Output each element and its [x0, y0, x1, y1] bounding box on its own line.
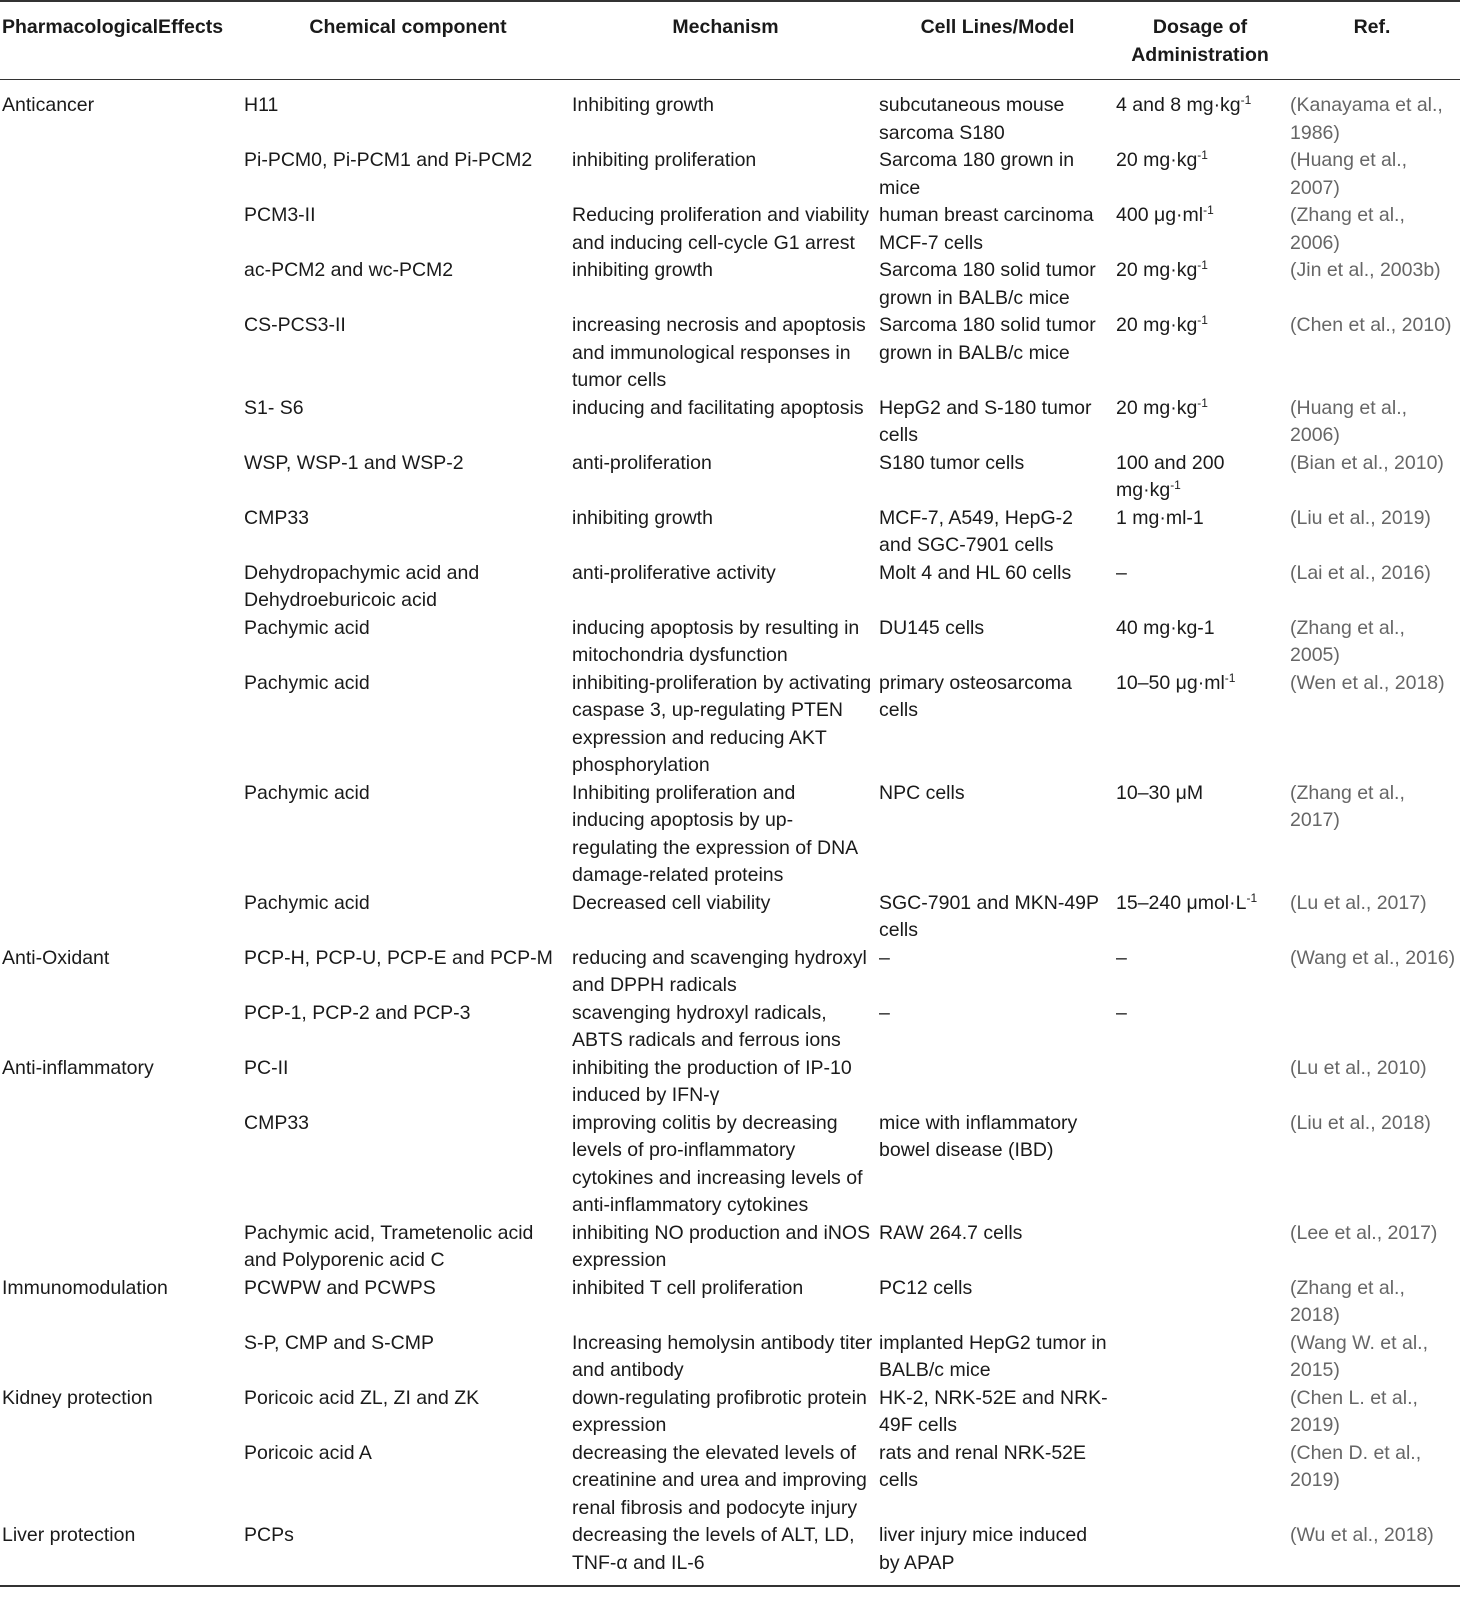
ref-cell — [1284, 670, 1460, 780]
model-cell — [879, 505, 1116, 560]
effect-cell-text: Anti-inflammatory — [2, 1056, 154, 1079]
component-cell — [244, 1000, 572, 1055]
ref-cell — [1284, 395, 1460, 450]
ref-cell — [1284, 147, 1460, 202]
ref-cell-text: (Chen D. et al., 2019) — [1290, 1441, 1422, 1491]
component-cell — [244, 257, 572, 312]
model-cell — [879, 780, 1116, 890]
ref-cell — [1284, 312, 1460, 395]
model-cell — [879, 257, 1116, 312]
component-cell-text: PCWPW and PCWPS — [244, 1276, 436, 1299]
model-cell-text: DU145 cells — [879, 616, 985, 639]
table-row — [0, 1275, 1460, 1330]
mechanism-cell — [572, 147, 879, 202]
ref-cell — [1284, 1055, 1460, 1110]
dosage-cell — [1116, 945, 1284, 1000]
model-cell-text: S180 tumor cells — [879, 451, 1025, 474]
component-cell — [244, 80, 572, 148]
table-row — [0, 395, 1460, 450]
model-cell — [879, 80, 1116, 148]
effect-cell — [0, 1275, 244, 1330]
component-cell — [244, 780, 572, 890]
component-cell-text: Dehydropachymic acid and Dehydroeburicoic acid — [244, 561, 480, 611]
effect-cell — [0, 1522, 244, 1586]
model-cell-text: HepG2 and S-180 tumor cells — [879, 396, 1092, 446]
ref-cell-text: (Lee et al., 2017) — [1290, 1221, 1438, 1244]
component-cell — [244, 890, 572, 945]
ref-cell-text: (Lu et al., 2017) — [1290, 891, 1427, 914]
mechanism-cell — [572, 1385, 879, 1440]
effect-cell-text: Liver protection — [2, 1524, 136, 1546]
effect-cell — [0, 945, 244, 1000]
component-cell-text: Poricoic acid A — [244, 1441, 372, 1464]
effect-cell — [0, 1110, 244, 1220]
ref-cell-text: (Wang et al., 2016) — [1290, 946, 1456, 969]
mechanism-cell-text: improving colitis by decreasing levels of pro-inflammatory cytokines and increasing levels of anti-inflammatory cytokines — [572, 1111, 863, 1216]
model-cell — [879, 1275, 1116, 1330]
ref-cell-text: (Huang et al., 2006) — [1290, 396, 1408, 446]
dosage-cell — [1116, 202, 1284, 257]
table-row — [0, 505, 1460, 560]
component-cell-text: PC-II — [244, 1056, 289, 1079]
component-cell — [244, 505, 572, 560]
effect-cell-text: Anti-Oxidant — [2, 946, 110, 969]
dosage-cell-text: 100 and 200 mg·kg — [1116, 451, 1225, 501]
table-row — [0, 257, 1460, 312]
mechanism-cell-text: inducing and facilitating apoptosis — [572, 396, 864, 419]
model-cell-text: Sarcoma 180 solid tumor grown in BALB/c mice — [879, 314, 1096, 364]
model-cell — [879, 1522, 1116, 1586]
ref-cell — [1284, 560, 1460, 615]
mechanism-cell — [572, 1330, 879, 1385]
dosage-cell — [1116, 1055, 1284, 1110]
dosage-cell-text: – — [1116, 1001, 1127, 1024]
model-cell-text: human breast carcinoma MCF-7 cells — [879, 204, 1094, 254]
ref-cell — [1284, 1522, 1460, 1586]
model-cell-text: Molt 4 and HL 60 cells — [879, 561, 1072, 584]
dosage-exponent: -1 — [1197, 148, 1208, 162]
component-cell — [244, 560, 572, 615]
mechanism-cell-text: scavenging hydroxyl radicals, ABTS radicals and ferrous ions — [572, 1001, 841, 1051]
mechanism-cell-text: anti-proliferative activity — [572, 561, 776, 584]
model-cell — [879, 450, 1116, 505]
mechanism-cell — [572, 560, 879, 615]
dosage-cell — [1116, 670, 1284, 780]
mechanism-cell-text: inhibiting growth — [572, 506, 713, 529]
ref-cell-text: (Liu et al., 2018) — [1290, 1111, 1431, 1134]
mechanism-cell — [572, 615, 879, 670]
mechanism-cell-text: decreasing the elevated levels of creatinine and urea and improving renal fibrosis and podocyte injury — [572, 1441, 867, 1519]
dosage-cell-text: 40 mg·kg-1 — [1116, 616, 1215, 639]
dosage-cell — [1116, 147, 1284, 202]
model-cell — [879, 1440, 1116, 1523]
header-ref: Ref. — [1284, 1, 1460, 80]
table-row — [0, 1385, 1460, 1440]
ref-cell — [1284, 1385, 1460, 1440]
effect-cell-text: Kidney protection — [2, 1386, 153, 1409]
ref-cell — [1284, 1220, 1460, 1275]
model-cell — [879, 395, 1116, 450]
model-cell-text: SGC-7901 and MKN-49P cells — [879, 891, 1099, 941]
effect-cell — [0, 202, 244, 257]
mechanism-cell-text: inhibited T cell proliferation — [572, 1276, 804, 1299]
dosage-cell — [1116, 80, 1284, 148]
effect-cell — [0, 505, 244, 560]
component-cell — [244, 1330, 572, 1385]
effect-cell — [0, 780, 244, 890]
model-cell-text: HK-2, NRK-52E and NRK-49F cells — [879, 1386, 1108, 1436]
mechanism-cell — [572, 505, 879, 560]
ref-cell — [1284, 202, 1460, 257]
component-cell-text: CMP33 — [244, 506, 310, 529]
dosage-cell-text: 15–240 μmol·L — [1116, 891, 1247, 914]
component-cell-text: Pachymic acid — [244, 671, 370, 694]
dosage-cell-text: 400 μg·ml — [1116, 204, 1204, 226]
ref-cell — [1284, 1000, 1460, 1055]
table-row — [0, 202, 1460, 257]
component-cell-text: ac-PCM2 and wc-PCM2 — [244, 259, 454, 281]
dosage-cell-text: 20 mg·kg — [1116, 149, 1198, 171]
mechanism-cell-text: anti-proliferation — [572, 451, 712, 474]
mechanism-cell — [572, 1440, 879, 1523]
dosage-cell — [1116, 312, 1284, 395]
model-cell-text: – — [879, 946, 890, 969]
ref-cell — [1284, 1275, 1460, 1330]
effect-cell — [0, 670, 244, 780]
dosage-cell — [1116, 1110, 1284, 1220]
component-cell — [244, 1385, 572, 1440]
ref-cell — [1284, 780, 1460, 890]
dosage-exponent: -1 — [1170, 478, 1181, 492]
component-cell — [244, 450, 572, 505]
component-cell-text: Pi-PCM0, Pi-PCM1 and Pi-PCM2 — [244, 149, 533, 171]
component-cell-text: H11 — [244, 94, 279, 116]
dosage-exponent: -1 — [1203, 203, 1214, 217]
dosage-cell-text: 20 mg·kg — [1116, 396, 1198, 419]
model-cell — [879, 945, 1116, 1000]
ref-cell-text: (Chen L. et al., 2019) — [1290, 1386, 1418, 1436]
mechanism-cell — [572, 1055, 879, 1110]
effect-cell — [0, 147, 244, 202]
mechanism-cell — [572, 1220, 879, 1275]
effect-cell — [0, 395, 244, 450]
effect-cell-text: Immunomodulation — [2, 1276, 168, 1299]
mechanism-cell — [572, 257, 879, 312]
model-cell — [879, 615, 1116, 670]
component-cell-text: S1- S6 — [244, 396, 304, 419]
dosage-cell — [1116, 560, 1284, 615]
ref-cell-text: (Wang W. et al., 2015) — [1290, 1331, 1428, 1381]
dosage-cell-text: 20 mg·kg — [1116, 314, 1198, 336]
dosage-exponent: -1 — [1197, 395, 1208, 410]
component-cell — [244, 1220, 572, 1275]
mechanism-cell-text: down-regulating profibrotic protein expression — [572, 1386, 867, 1436]
effect-cell — [0, 1385, 244, 1440]
ref-cell-text: (Zhang et al., 2006) — [1290, 204, 1405, 254]
mechanism-cell — [572, 80, 879, 148]
table-row — [0, 1440, 1460, 1523]
mechanism-cell-text: increasing necrosis and apoptosis and immunological responses in tumor cells — [572, 314, 866, 391]
dosage-cell — [1116, 1522, 1284, 1586]
ref-cell — [1284, 615, 1460, 670]
dosage-cell-text: 1 mg·ml-1 — [1116, 506, 1204, 529]
table-row — [0, 1000, 1460, 1055]
table-header — [0, 1, 1460, 80]
model-cell — [879, 1220, 1116, 1275]
model-cell-text: Sarcoma 180 solid tumor grown in BALB/c mice — [879, 259, 1096, 309]
ref-cell — [1284, 1110, 1460, 1220]
table-row — [0, 945, 1460, 1000]
component-cell — [244, 1055, 572, 1110]
model-cell-text: primary osteosarcoma cells — [879, 671, 1072, 721]
mechanism-cell — [572, 312, 879, 395]
dosage-exponent: -1 — [1246, 890, 1258, 905]
table-row — [0, 560, 1460, 615]
model-cell-text: subcutaneous mouse sarcoma S180 — [879, 94, 1065, 144]
component-cell-text: PCP-1, PCP-2 and PCP-3 — [244, 1001, 471, 1024]
effect-cell — [0, 312, 244, 395]
effect-cell — [0, 450, 244, 505]
ref-cell-text: (Wu et al., 2018) — [1290, 1524, 1434, 1546]
ref-cell — [1284, 1330, 1460, 1385]
table-row — [0, 80, 1460, 148]
model-cell — [879, 1330, 1116, 1385]
mechanism-cell-text: inhibiting NO production and iNOS expression — [572, 1221, 871, 1271]
effect-cell — [0, 1000, 244, 1055]
component-cell-text: Pachymic acid — [244, 616, 370, 639]
dosage-cell — [1116, 1385, 1284, 1440]
dosage-cell — [1116, 1220, 1284, 1275]
mechanism-cell-text: Inhibiting growth — [572, 94, 715, 116]
model-cell-text: PC12 cells — [879, 1276, 973, 1299]
table-row — [0, 780, 1460, 890]
dosage-cell — [1116, 1330, 1284, 1385]
mechanism-cell — [572, 945, 879, 1000]
table-row — [0, 1522, 1460, 1586]
dosage-cell — [1116, 450, 1284, 505]
model-cell-text: RAW 264.7 cells — [879, 1221, 1023, 1244]
model-cell — [879, 147, 1116, 202]
component-cell-text: CS-PCS3-II — [244, 314, 346, 336]
dosage-cell-text: – — [1116, 561, 1127, 584]
model-cell — [879, 1000, 1116, 1055]
component-cell — [244, 945, 572, 1000]
component-cell-text: CMP33 — [244, 1111, 310, 1134]
mechanism-cell-text: inducing apoptosis by resulting in mitochondria dysfunction — [572, 616, 860, 666]
model-cell — [879, 312, 1116, 395]
dosage-cell — [1116, 780, 1284, 890]
model-cell-text: liver injury mice induced by APAP — [879, 1524, 1088, 1574]
table-row — [0, 615, 1460, 670]
dosage-cell — [1116, 890, 1284, 945]
header-component: Chemical component — [244, 1, 572, 80]
mechanism-cell-text: inhibiting growth — [572, 259, 713, 281]
table-row — [0, 450, 1460, 505]
mechanism-cell — [572, 450, 879, 505]
effect-cell — [0, 257, 244, 312]
dosage-cell — [1116, 1275, 1284, 1330]
ref-cell-text: (Kanayama et al., 1986) — [1290, 94, 1443, 144]
effect-cell — [0, 560, 244, 615]
model-cell — [879, 560, 1116, 615]
component-cell-text: PCP-H, PCP-U, PCP-E and PCP-M — [244, 946, 553, 969]
table-row — [0, 1110, 1460, 1220]
ref-cell — [1284, 257, 1460, 312]
table-row — [0, 1220, 1460, 1275]
effect-cell — [0, 1055, 244, 1110]
mechanism-cell — [572, 1000, 879, 1055]
component-cell — [244, 670, 572, 780]
component-cell-text: S-P, CMP and S-CMP — [244, 1331, 435, 1354]
dosage-cell — [1116, 1000, 1284, 1055]
table-row — [0, 670, 1460, 780]
component-cell — [244, 202, 572, 257]
dosage-cell-text: 10–30 μM — [1116, 781, 1204, 804]
dosage-cell-text: 20 mg·kg — [1116, 259, 1198, 281]
component-cell — [244, 1110, 572, 1220]
dosage-cell — [1116, 505, 1284, 560]
mechanism-cell — [572, 670, 879, 780]
dosage-exponent: -1 — [1240, 93, 1252, 107]
ref-cell-text: (Zhang et al., 2018) — [1290, 1276, 1405, 1326]
table-row — [0, 312, 1460, 395]
mechanism-cell — [572, 395, 879, 450]
component-cell — [244, 615, 572, 670]
mechanism-cell-text: inhibiting proliferation — [572, 149, 757, 171]
component-cell — [244, 312, 572, 395]
model-cell-text: rats and renal NRK-52E cells — [879, 1441, 1087, 1491]
ref-cell-text: (Zhang et al., 2017) — [1290, 781, 1405, 831]
mechanism-cell-text: Decreased cell viability — [572, 891, 771, 914]
mechanism-cell-text: Inhibiting proliferation and inducing apoptosis by up-regulating the expression of DNA damage-related proteins — [572, 781, 858, 886]
model-cell-text: Sarcoma 180 grown in mice — [879, 149, 1075, 199]
model-cell — [879, 1110, 1116, 1220]
header-mechanism: Mechanism — [572, 1, 879, 80]
ref-cell — [1284, 505, 1460, 560]
mechanism-cell-text: decreasing the levels of ALT, LD, TNF-α and IL-6 — [572, 1524, 855, 1574]
table-row — [0, 147, 1460, 202]
table-row — [0, 890, 1460, 945]
mechanism-cell — [572, 1110, 879, 1220]
effect-cell — [0, 1440, 244, 1523]
component-cell — [244, 1440, 572, 1523]
ref-cell-text: (Lu et al., 2010) — [1290, 1056, 1427, 1079]
component-cell-text: Pachymic acid — [244, 781, 370, 804]
mechanism-cell-text: Reducing proliferation and viability and inducing cell-cycle G1 arrest — [572, 204, 870, 254]
dosage-exponent: -1 — [1224, 670, 1236, 685]
effect-cell-text: Anticancer — [2, 94, 95, 116]
component-cell-text: PCM3-II — [244, 204, 316, 226]
model-cell — [879, 670, 1116, 780]
model-cell-text: MCF-7, A549, HepG-2 and SGC-7901 cells — [879, 506, 1073, 556]
ref-cell — [1284, 890, 1460, 945]
mechanism-cell — [572, 1275, 879, 1330]
dosage-cell — [1116, 395, 1284, 450]
dosage-cell-text: 10–50 μg·ml — [1116, 671, 1225, 694]
mechanism-cell — [572, 780, 879, 890]
component-cell-text: PCPs — [244, 1524, 294, 1546]
component-cell — [244, 147, 572, 202]
mechanism-cell-text: reducing and scavenging hydroxyl and DPPH radicals — [572, 946, 867, 996]
dosage-cell — [1116, 1440, 1284, 1523]
effect-cell — [0, 890, 244, 945]
ref-cell-text: (Bian et al., 2010) — [1290, 451, 1444, 474]
table-row — [0, 1055, 1460, 1110]
effect-cell — [0, 80, 244, 148]
dosage-cell-text: 4 and 8 mg·kg — [1116, 94, 1241, 116]
mechanism-cell-text: Increasing hemolysin antibody titer and antibody — [572, 1331, 873, 1381]
header-dosage: Dosage of Administration — [1116, 1, 1284, 80]
model-cell — [879, 1385, 1116, 1440]
component-cell-text: Poricoic acid ZL, ZI and ZK — [244, 1386, 480, 1409]
component-cell — [244, 1275, 572, 1330]
ref-cell-text: (Liu et al., 2019) — [1290, 506, 1431, 529]
table-body — [0, 80, 1460, 1587]
ref-cell-text: (Jin et al., 2003b) — [1290, 259, 1441, 281]
mechanism-cell — [572, 1522, 879, 1586]
mechanism-cell — [572, 202, 879, 257]
dosage-cell — [1116, 257, 1284, 312]
component-cell-text: Pachymic acid, Trametenolic acid and Polyporenic acid C — [244, 1221, 534, 1271]
effect-cell — [0, 1220, 244, 1275]
ref-cell — [1284, 945, 1460, 1000]
component-cell-text: WSP, WSP-1 and WSP-2 — [244, 451, 464, 474]
effect-cell — [0, 615, 244, 670]
ref-cell — [1284, 80, 1460, 148]
ref-cell-text: (Wen et al., 2018) — [1290, 671, 1445, 694]
ref-cell — [1284, 450, 1460, 505]
model-cell — [879, 202, 1116, 257]
table-row — [0, 1330, 1460, 1385]
ref-cell-text: (Chen et al., 2010) — [1290, 314, 1452, 336]
ref-cell — [1284, 1440, 1460, 1523]
model-cell-text: implanted HepG2 tumor in BALB/c mice — [879, 1331, 1107, 1381]
ref-cell-text: (Zhang et al., 2005) — [1290, 616, 1405, 666]
model-cell-text: – — [879, 1001, 890, 1024]
model-cell — [879, 1055, 1116, 1110]
model-cell — [879, 890, 1116, 945]
ref-cell-text: (Huang et al., 2007) — [1290, 149, 1408, 199]
dosage-cell-text: – — [1116, 946, 1127, 969]
component-cell — [244, 395, 572, 450]
header-effects: PharmacologicalEffects — [0, 1, 244, 80]
ref-cell-text: (Lai et al., 2016) — [1290, 561, 1431, 584]
model-cell-text: NPC cells — [879, 781, 965, 804]
mechanism-cell-text: inhibiting the production of IP-10 induced by IFN-γ — [572, 1056, 852, 1106]
dosage-exponent: -1 — [1197, 313, 1208, 327]
effect-cell — [0, 1330, 244, 1385]
dosage-exponent: -1 — [1197, 258, 1208, 272]
mechanism-cell — [572, 890, 879, 945]
header-model: Cell Lines/Model — [879, 1, 1116, 80]
model-cell-text: mice with inflammatory bowel disease (IBD) — [879, 1111, 1078, 1161]
mechanism-cell-text: inhibiting-proliferation by activating caspase 3, up-regulating PTEN expression and reducing AKT phosphorylation — [572, 671, 872, 776]
dosage-cell — [1116, 615, 1284, 670]
component-cell — [244, 1522, 572, 1586]
component-cell-text: Pachymic acid — [244, 891, 370, 914]
